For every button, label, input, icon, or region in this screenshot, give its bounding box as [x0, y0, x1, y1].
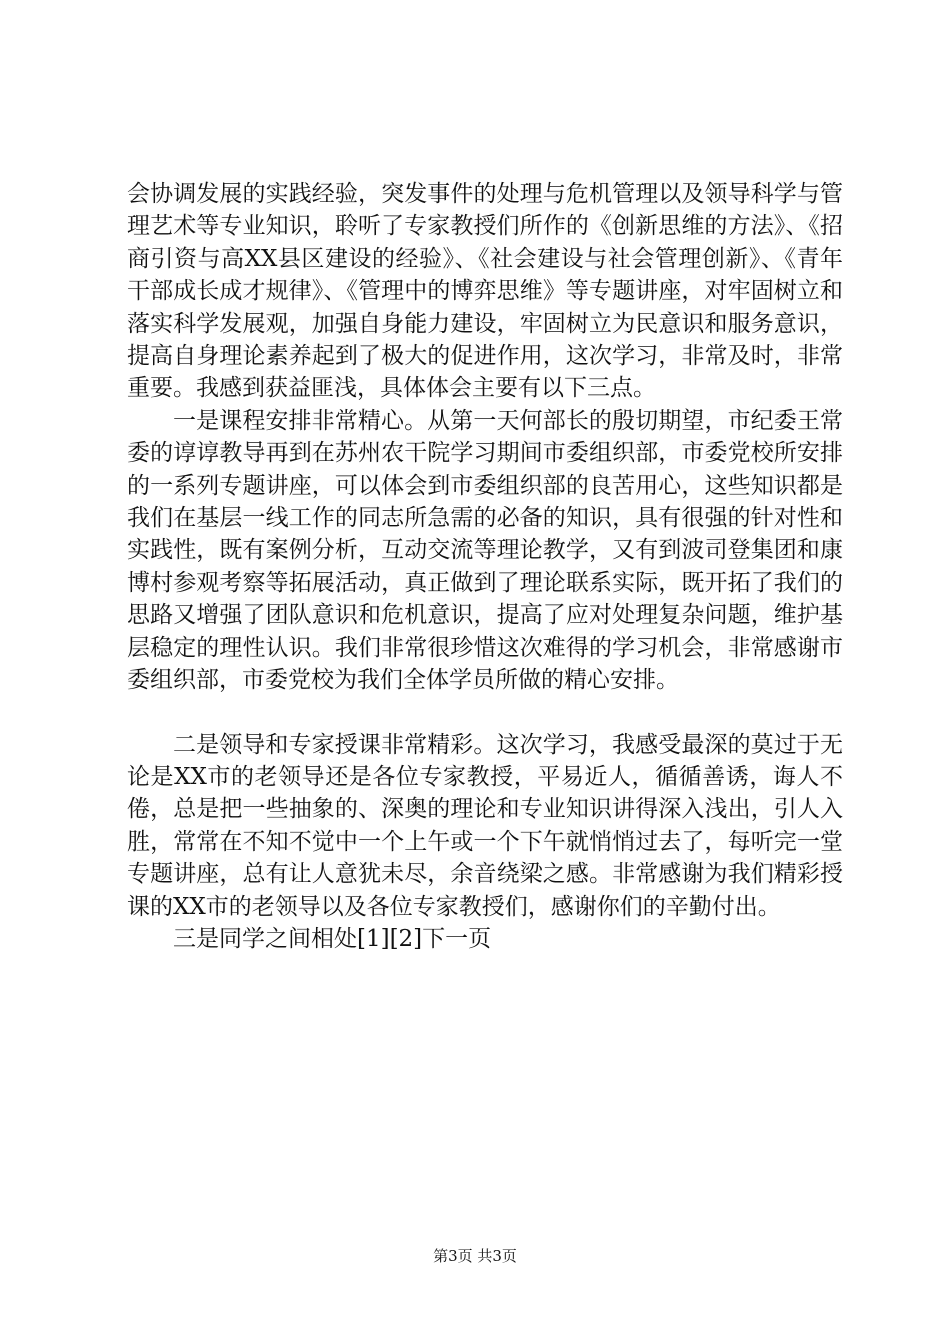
page-number-label: 第3页 共3页	[433, 1247, 517, 1265]
paragraph-point-one: 一是课程安排非常精心。从第一天何部长的殷切期望，市纪委王常委的谆谆教导再到在苏州农干院学习期间市委组织部，市委党校所安排的一系列专题讲座，可以体会到市委组织部的良苦用心，这些知识都是我们在基层一线工作的同志所急需的必备的知识，具有很强的针对性和实践性，既有案例分析，互动交流等理论教学，又有到波司登集团和康博村参观考察等拓展活动，真正做到了理论联系实际，既开拓了我们的思路又增强了团队意识和危机意识，提高了应对处理复杂问题，维护基层稳定的理性认识。我们非常很珍惜这次难得的学习机会，非常感谢市委组织部，市委党校为我们全体学员所做的精心安排。	[127, 407, 843, 694]
paragraph-continuation: 会协调发展的实践经验，突发事件的处理与危机管理以及领导科学与管理艺术等专业知识，聆听了专家教授们所作的《创新思维的方法》、《招商引资与高XX县区建设的经验》、《社会建设与社会管理创新》、《青年干部成长成才规律》、《管理中的博弈思维》等专题讲座，对牢固树立和落实科学发展观，加强自身能力建设，牢固树立为民意识和服务意识，提高自身理论素养起到了极大的促进作用，这次学习，非常及时，非常重要。我感到获益匪浅，具体体会主要有以下三点。	[127, 181, 843, 402]
paragraph-point-two: 二是领导和专家授课非常精彩。这次学习，我感受最深的莫过于无论是XX市的老领导还是各位专家教授，平易近人，循循善诱，诲人不倦，总是把一些抽象的、深奥的理论和专业知识讲得深入浅出，引人入胜，常常在不知不觉中一个上午或一个下午就悄悄过去了，每听完一堂专题讲座，总有让人意犹未尽，余音绕梁之感。非常感谢为我们精彩授课的XX市的老领导以及各位专家教授们，感谢你们的辛勤付出。	[127, 731, 843, 920]
page-footer	[0, 1245, 950, 1266]
paragraph-point-three: 三是同学之间相处[1][2]下一页	[173, 925, 492, 952]
document-body	[127, 178, 843, 955]
